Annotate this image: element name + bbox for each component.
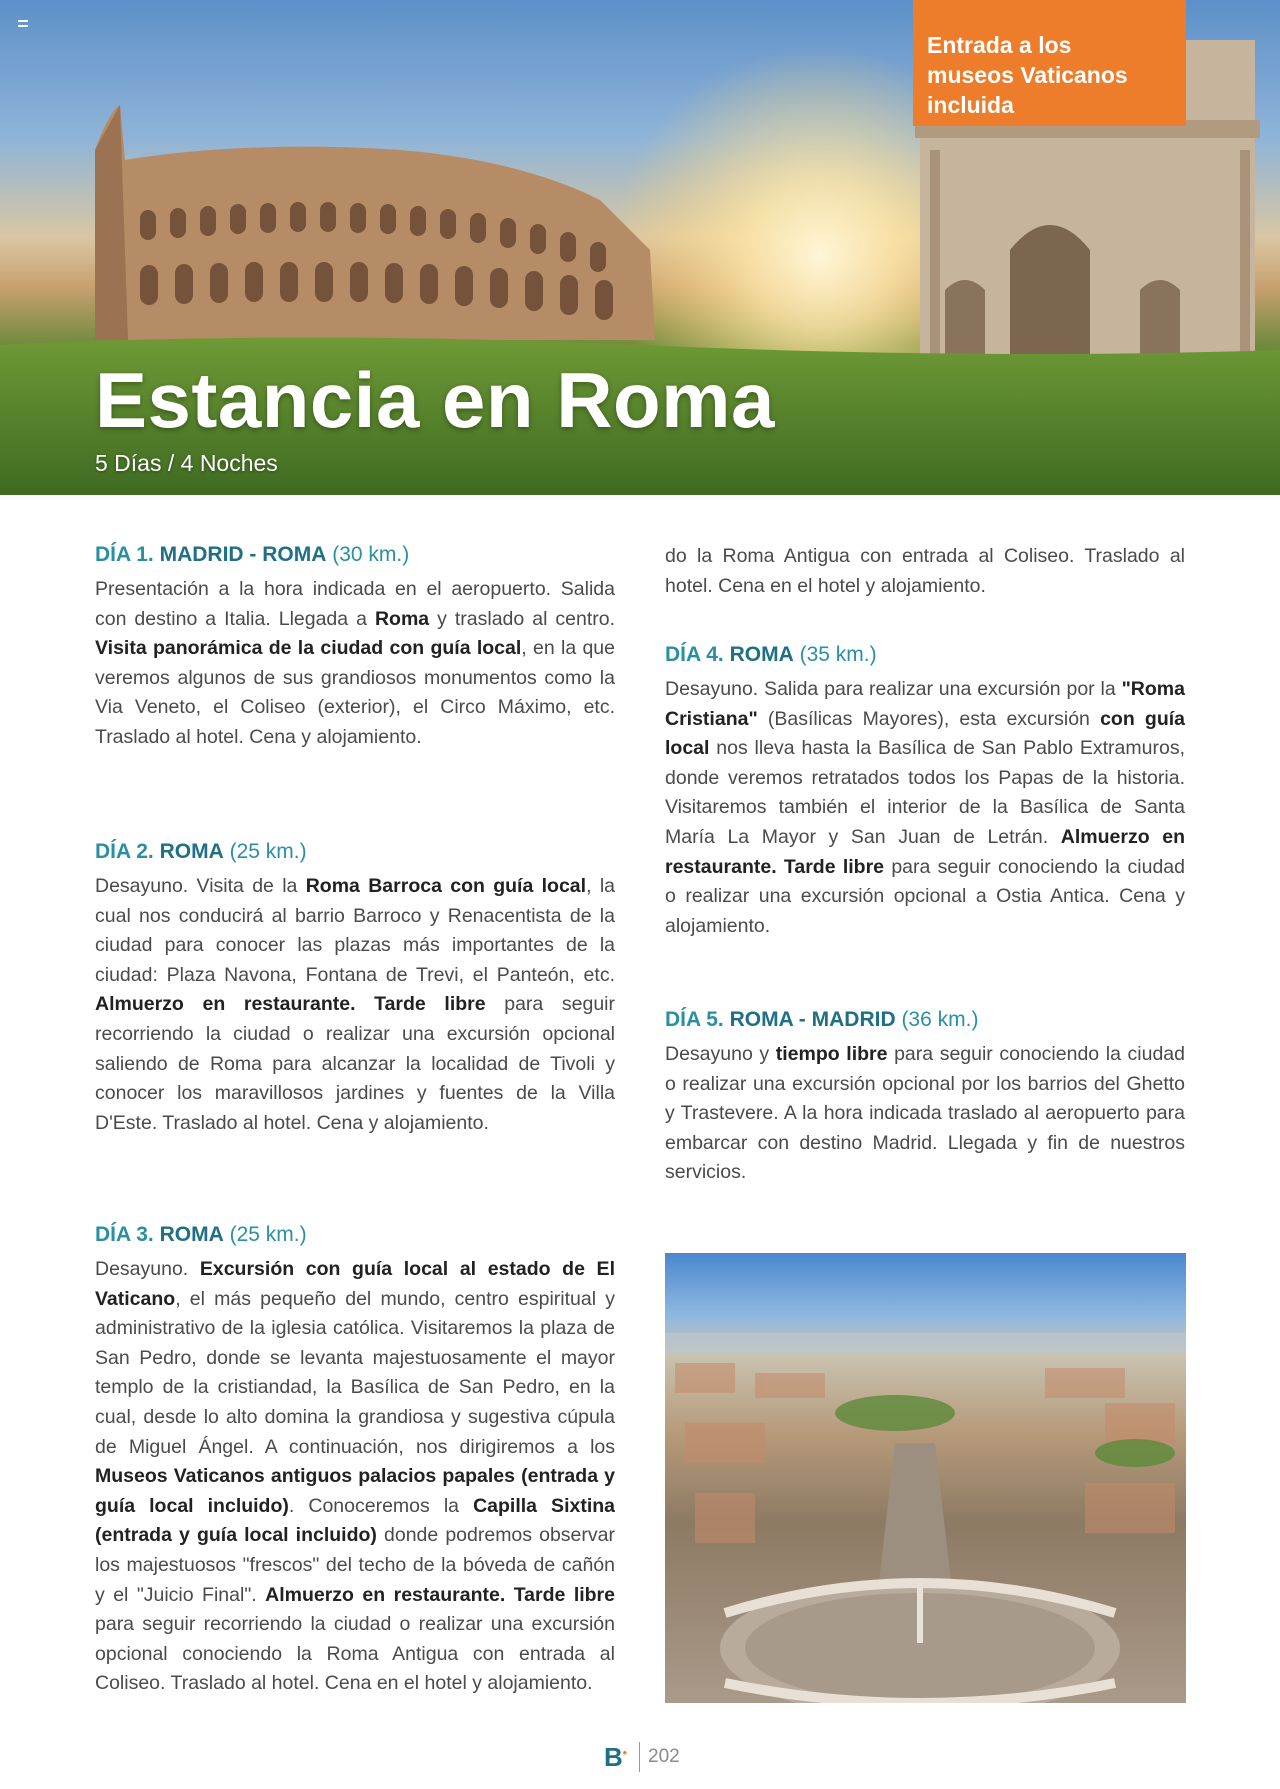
colosseum-illustration — [95, 105, 655, 340]
text-run: , la cual nos conducirá al barrio Barroco y Renacentista de la ciudad para conocer las plazas más importantes de la ciudad: Plaza Navona, Fontana de Trevi, el Panteón, etc. — [95, 875, 615, 986]
text-run: para seguir conociendo la ciudad o realizar una excursión opcional por los barrios del Ghetto y Trastevere. A la hora indicada traslado al aeropuerto para embarcar con destino Madrid. Llegada y fin de nuestros servicios. — [665, 1043, 1185, 1184]
text-run: nos lleva hasta la Basílica de San Pablo Extramuros, donde veremos retratados todos los Papas de la historia. Visitaremos también el interior de la Basílica de Santa María La Mayor y San Juan de Letrán. — [665, 737, 1185, 848]
day-3-continued-section — [665, 542, 1185, 601]
text-run: Presentación a la hora indicada en el aeropuerto. Salida con destino a Italia. Llegada a — [95, 578, 615, 630]
bold-text: Museos Vaticanos antiguos palacios papales (entrada y guía local incluido) — [95, 1465, 615, 1517]
day-4-description — [665, 675, 1185, 941]
bold-text: tiempo libre — [775, 1043, 888, 1065]
text-run: para seguir recorriendo la ciudad o realizar una excursión opcional saliendo de Roma para alcanzar la localidad de Tivoli y conocer los maravillosos jardines y fuentes de la Villa D'Este. Traslado al hotel. Cena y alojamiento. — [95, 993, 615, 1134]
day-label: DÍA 3. — [95, 1223, 160, 1246]
badge-line: incluida — [927, 92, 1014, 118]
day-distance: (25 km.) — [223, 1223, 307, 1246]
bold-text: Visita panorámica de la ciudad con guía local — [95, 637, 522, 660]
bold-text: Excursión con guía local al estado de El Vaticano — [95, 1258, 615, 1310]
day-3-description — [95, 1255, 615, 1699]
text-run: Desayuno y — [665, 1043, 776, 1065]
day-2-section — [95, 838, 615, 1138]
day-destination: ROMA — [159, 1223, 224, 1246]
bold-text: Capilla Sixtina (entrada y guía local incluido) — [95, 1494, 615, 1547]
day-distance: (36 km.) — [895, 1008, 979, 1031]
bold-text: Roma — [374, 607, 430, 630]
day-destination: ROMA — [729, 643, 794, 666]
text-run: donde podremos observar los majestuosos "frescos" del techo de la bóveda de cañón y el "Juicio Final". — [95, 1524, 615, 1606]
text-run: (Basílicas Mayores), esta excursión — [757, 707, 1101, 730]
brand-logo-letter: B — [604, 1742, 623, 1772]
day-5-section — [665, 1006, 1185, 1188]
text-run: , en la que veremos algunos de sus grandiosos monumentos como la Via Veneto, el Coliseo (exterior), el Circo Máximo, etc. Traslado al hotel. Cena y alojamiento. — [95, 637, 615, 748]
day-distance: (25 km.) — [223, 840, 307, 863]
badge-line: Entrada a los — [927, 32, 1072, 58]
day-distance: (35 km.) — [793, 643, 877, 666]
page-number: 202 — [648, 1746, 680, 1767]
text-run: y traslado al centro. — [429, 607, 616, 630]
day-4-title — [665, 641, 1185, 669]
day-destination: ROMA — [159, 840, 224, 863]
footer-divider — [639, 1742, 640, 1772]
day-4-section — [665, 641, 1185, 941]
page-title: Estancia en Roma — [95, 356, 775, 444]
day-destination: ROMA - MADRID — [729, 1008, 896, 1031]
day-1-description — [95, 575, 615, 753]
brand-logo: B• — [604, 1742, 627, 1772]
trip-duration: 5 Días / 4 Noches — [95, 450, 278, 476]
bold-text: Almuerzo en restaurante. Tarde libre — [265, 1583, 615, 1606]
st-peters-square-illustration — [665, 1253, 1186, 1703]
hero-banner — [0, 0, 1280, 495]
day-3-section — [95, 1221, 615, 1701]
day-1-title — [95, 541, 615, 569]
day-2-title — [95, 838, 615, 866]
day-label: DÍA 5. — [665, 1008, 730, 1031]
bold-text: con guía local — [665, 707, 1186, 760]
bold-text: "Roma Cristiana" — [665, 678, 1185, 730]
menu-icon[interactable] — [18, 20, 28, 27]
text-run: para seguir recorriendo la ciudad o realizar una excursión opcional conociendo la Roma Antigua con entrada al Coliseo. Traslado al hotel. Cena en el hotel y alojamiento. — [95, 1613, 615, 1695]
text-run: , el más pequeño del mundo, centro espiritual y administrativo de la iglesia católica. Visitaremos la plaza de San Pedro, donde se levanta majestuosamente el mayor templo de la cristiandad, la Basílica de San Pedro, en la cual, desde lo alto domina la grandiosa y sugestiva cúpula de Miguel Ángel. A continuación, nos dirigiremos a los — [95, 1287, 615, 1458]
bold-text: Roma Barroca con guía local — [305, 875, 587, 897]
day-distance: (30 km.) — [326, 543, 410, 566]
day-destination: MADRID - ROMA — [159, 543, 327, 566]
text-run: . Conoceremos la — [288, 1494, 474, 1517]
day-label: DÍA 1. — [95, 543, 160, 566]
day-2-description — [95, 872, 615, 1138]
text-run: para seguir conociendo la ciudad o realizar una excursión opcional a Ostia Antica. Cena y alojamiento. — [665, 855, 1185, 937]
day-3-title — [95, 1221, 615, 1249]
day-label: DÍA 4. — [665, 643, 730, 666]
day-5-description — [665, 1040, 1185, 1188]
vatican-museums-badge — [913, 0, 1186, 126]
bold-text: Almuerzo en restaurante. Tarde libre — [95, 993, 486, 1016]
day-label: DÍA 2. — [95, 840, 160, 863]
badge-line: museos Vaticanos — [927, 62, 1128, 88]
bold-text: Almuerzo en restaurante. Tarde libre — [665, 825, 1185, 878]
vatican-aerial-photo — [665, 1253, 1186, 1703]
text-run: Desayuno. Visita de la — [95, 875, 306, 897]
day-1-section — [95, 541, 615, 753]
day-5-title — [665, 1006, 1185, 1034]
day-3-continued-text: do la Roma Antigua con entrada al Coliseo. Traslado al hotel. Cena en el hotel y alojamiento. — [665, 545, 1185, 597]
text-run: Desayuno. Salida para realizar una excursión por la — [665, 678, 1122, 700]
text-run: Desayuno. — [95, 1258, 200, 1280]
